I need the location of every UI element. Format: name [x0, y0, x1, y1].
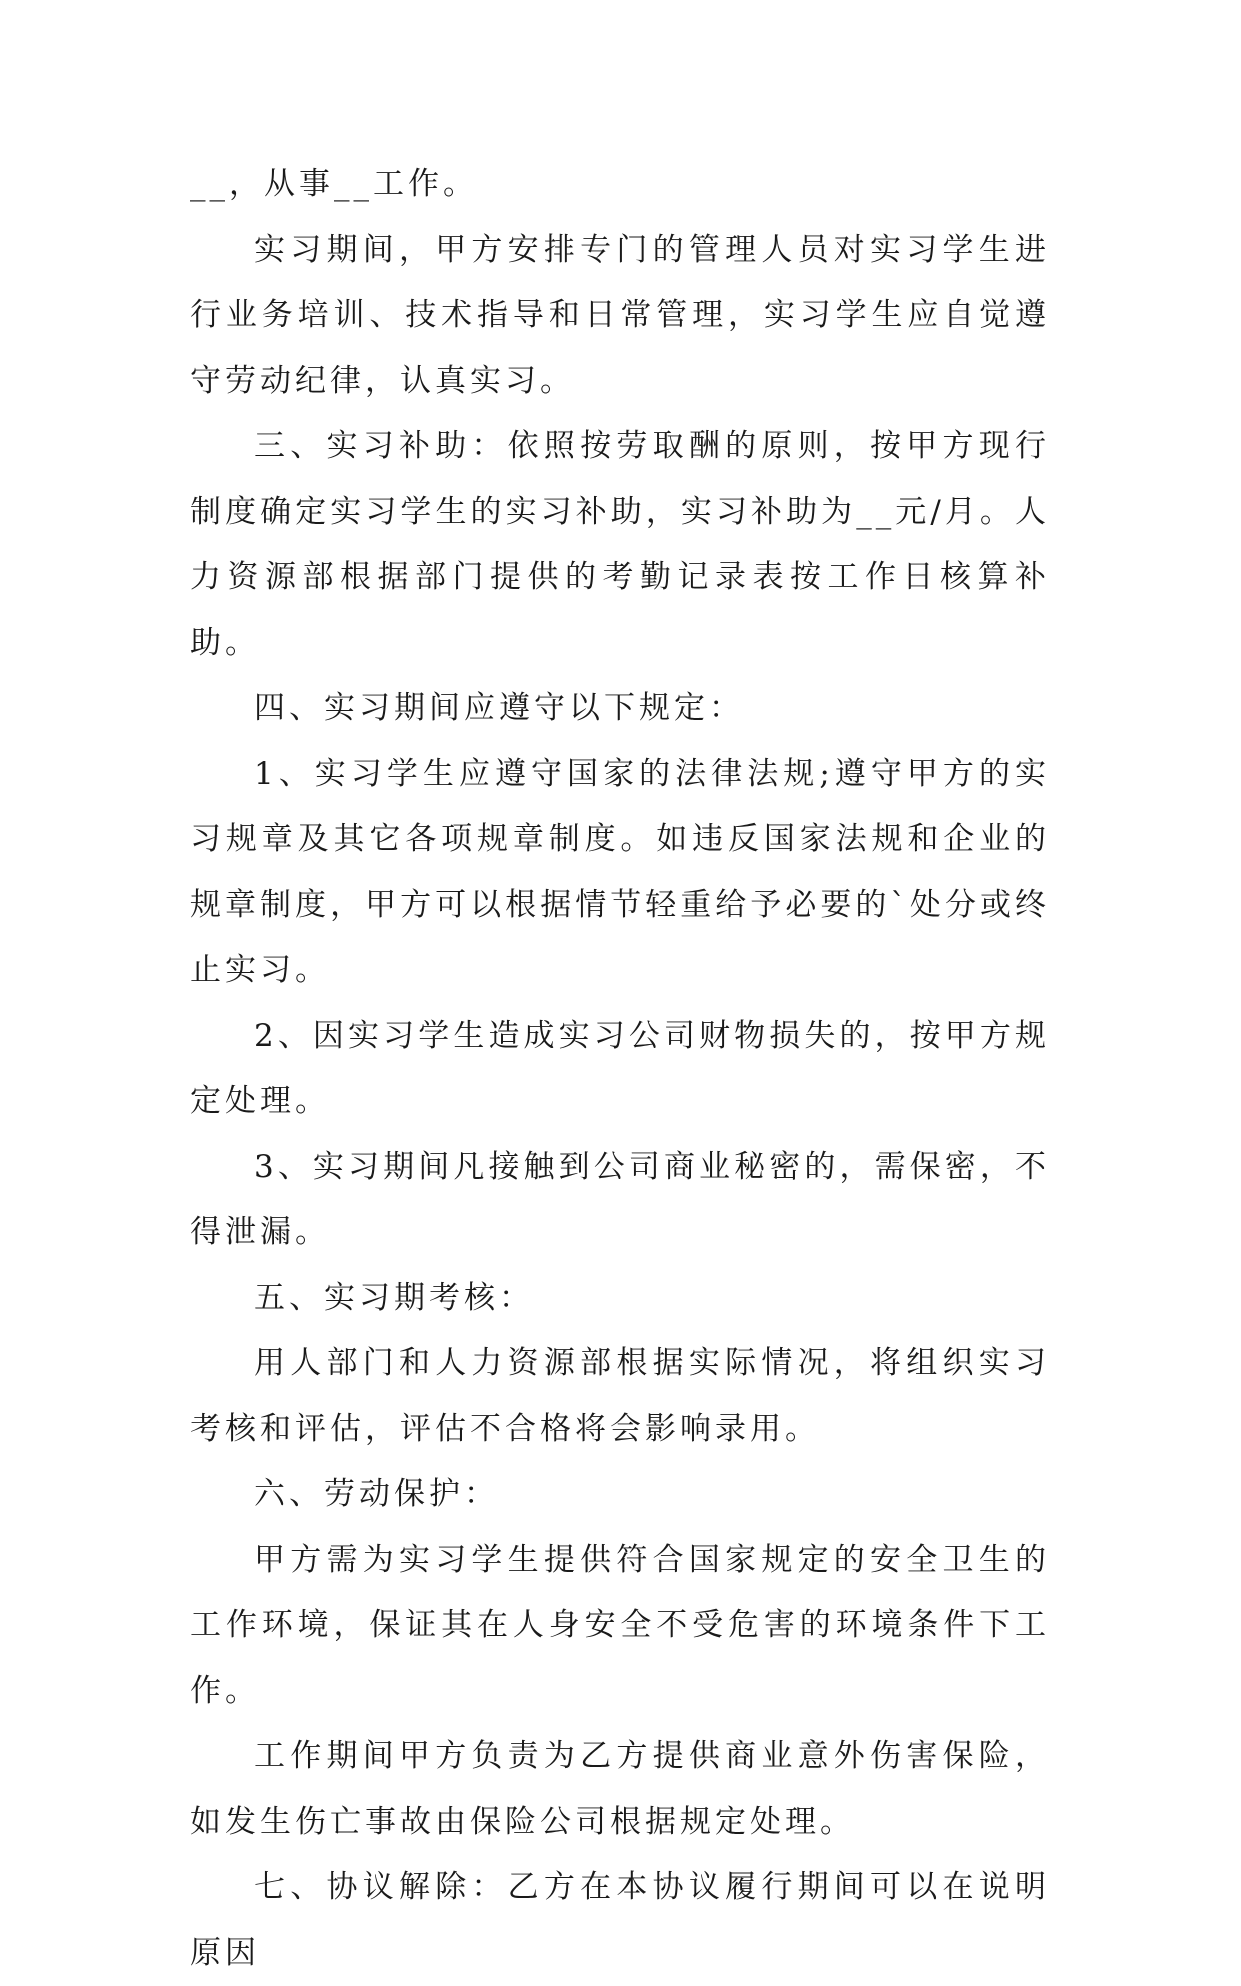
paragraph-work-environment: 甲方需为实习学生提供符合国家规定的安全卫生的工作环境，保证其在人身安全不受危害的环境条件下工作。 — [190, 1541, 1050, 1709]
paragraph-section-5-heading: 五、实习期考核： — [254, 1279, 534, 1316]
paragraph-rule-3: 3、实习期间凡接触到公司商业秘密的，需保密，不得泄漏。 — [190, 1148, 1050, 1250]
paragraph-internship-management: 实习期间，甲方安排专门的管理人员对实习学生进行业务培训、技术指导和日常管理，实习学生应自觉遵守劳动纪律，认真实习。 — [190, 231, 1050, 399]
paragraph-rule-1: 1、实习学生应遵守国家的法律法规;遵守甲方的实习规章及其它各项规章制度。如违反国家法规和企业的规章制度，甲方可以根据情节轻重给予必要的`处分或终止实习。 — [190, 755, 1050, 988]
document-body — [190, 152, 1050, 1986]
paragraph-section-3-subsidy: 三、实习补助：依照按劳取酬的原则，按甲方现行制度确定实习学生的实习补助，实习补助为__元/月。人力资源部根据部门提供的考勤记录表按工作日核算补助。 — [190, 428, 1050, 661]
paragraph-section-6-heading: 六、劳动保护： — [254, 1476, 499, 1512]
paragraph-section-7-termination: 七、协议解除：乙方在本协议履行期间可以在说明原因 — [190, 1869, 1050, 1971]
paragraph-section-4-heading: 四、实习期间应遵守以下规定： — [254, 690, 744, 726]
paragraph-insurance: 工作期间甲方负责为乙方提供商业意外伤害保险，如发生伤亡事故由保险公司根据规定处理。 — [190, 1738, 1050, 1840]
paragraph-rule-2: 2、因实习学生造成实习公司财物损失的，按甲方规定处理。 — [190, 1017, 1050, 1119]
paragraph-continuation: __，从事__工作。 — [190, 166, 478, 202]
paragraph-assessment: 用人部门和人力资源部根据实际情况，将组织实习考核和评估，评估不合格将会影响录用。 — [190, 1345, 1050, 1447]
